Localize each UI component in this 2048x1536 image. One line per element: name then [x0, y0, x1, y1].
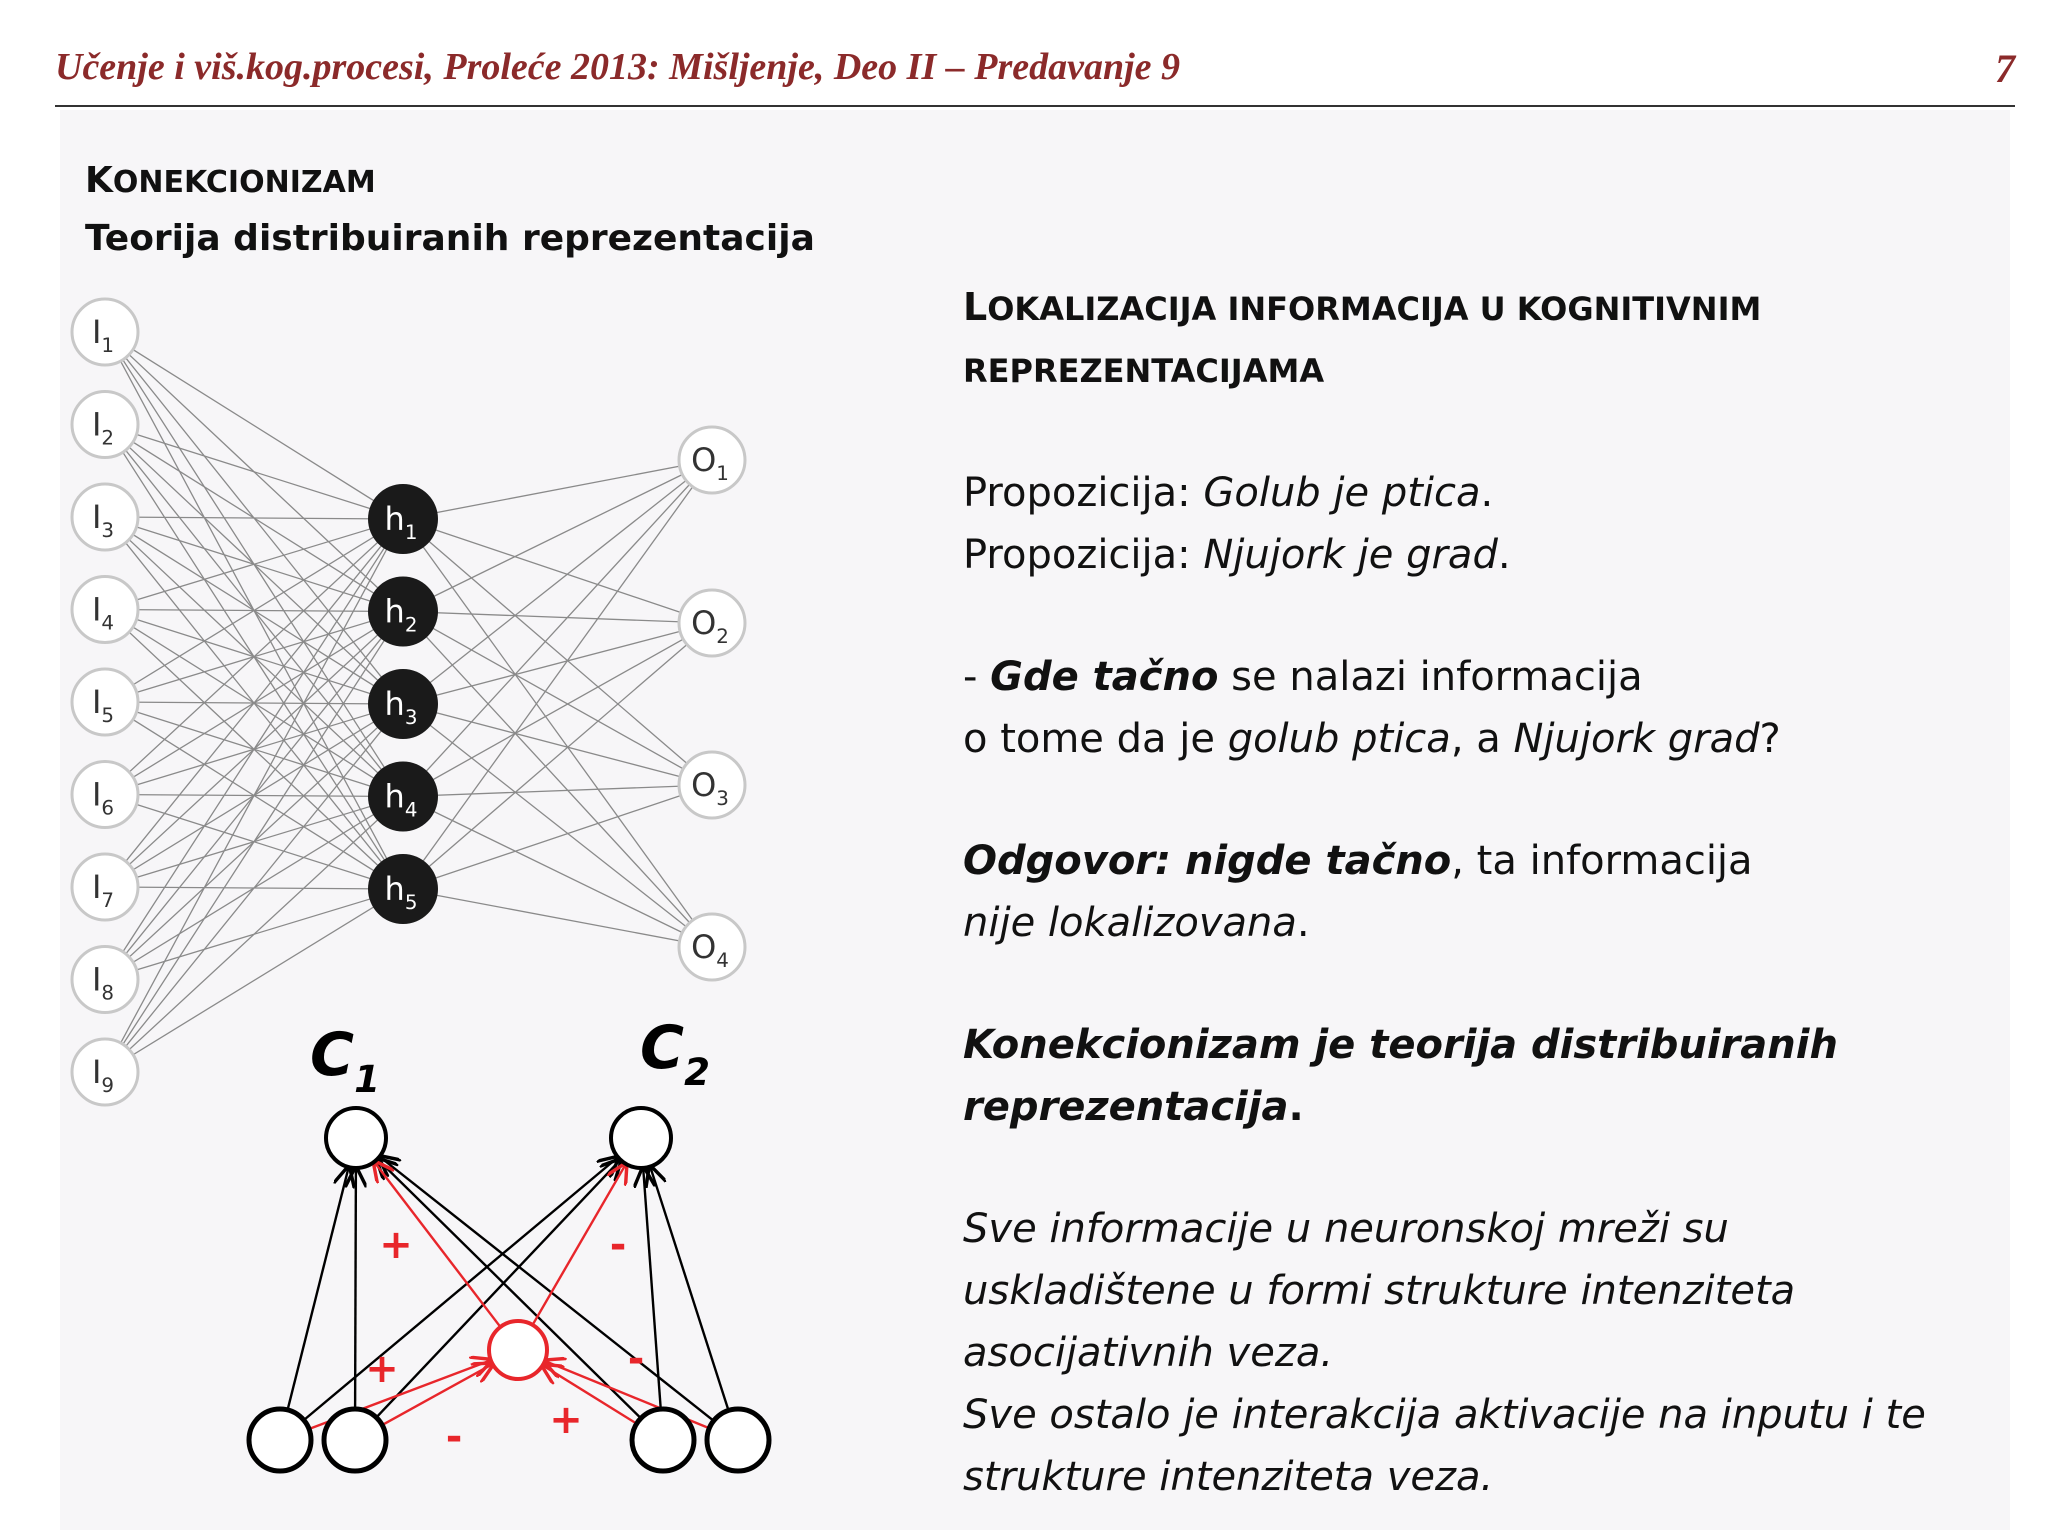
- section-subtitle: Teorija distribuiranih reprezentacija: [85, 218, 815, 259]
- summary-line-3: asocijativnih veza.: [963, 1330, 1334, 1376]
- proposition-1-end: .: [1480, 470, 1494, 516]
- cnet-input-node: [249, 1409, 311, 1471]
- hidden-output-link: [403, 612, 712, 624]
- answer-2-end: .: [1296, 900, 1310, 946]
- hidden-node-label: $h_3$: [384, 685, 418, 729]
- right-text-column: [963, 276, 2023, 1508]
- section-title-first-letter: K: [85, 160, 113, 201]
- output-node-label: $O_1$: [691, 441, 729, 485]
- input-hidden-link: [105, 889, 403, 1072]
- proposition-2-text: Njujork je grad: [1203, 532, 1498, 578]
- hidden-node-label: $h_2$: [384, 592, 418, 637]
- question-2-c: ?: [1759, 716, 1781, 762]
- summary-line-2: uskladištene u formi strukture intenziteta: [963, 1268, 1796, 1314]
- conclusion-2-end: .: [1288, 1084, 1304, 1130]
- hidden-output-link: [403, 797, 712, 948]
- input-node-label: $I_2$: [91, 405, 115, 450]
- summary-line-1: Sve informacije u neuronskoj mreži su: [963, 1206, 1729, 1252]
- output-node-label: $O_4$: [691, 928, 729, 972]
- input-to-c1-arrow: [355, 1168, 356, 1409]
- proposition-2-label: Propozicija:: [963, 532, 1204, 578]
- hidden-output-link: [403, 612, 712, 948]
- header-title: Učenje i viš.kog.procesi, Proleće 2013: Mišljenje, Deo II – Predavanje 9: [55, 46, 1181, 88]
- c1-label: $C_1$: [310, 1020, 380, 1101]
- question-2-a: o tome da je: [963, 716, 1228, 762]
- question-2-italic-1: golub ptica: [1227, 716, 1451, 762]
- hidden-output-link: [403, 612, 712, 786]
- input-node-label: $I_8$: [91, 960, 115, 1005]
- proposition-1: [963, 462, 2023, 524]
- proposition-1-text: Golub je ptica: [1203, 470, 1481, 516]
- input-hidden-link: [105, 519, 403, 795]
- input-node-label: $I_6$: [91, 775, 115, 820]
- page-number: 7: [1995, 46, 2015, 91]
- input-node-label: $I_4$: [91, 590, 115, 635]
- cnet-connections: [288, 1157, 729, 1429]
- minus-sign: -: [627, 1336, 645, 1382]
- hidden-output-link: [403, 519, 712, 947]
- cnet-input-node: [707, 1409, 769, 1471]
- minus-sign: -: [445, 1414, 463, 1460]
- proposition-1-label: Propozicija:: [963, 470, 1204, 516]
- input-node-label: $I_7$: [91, 868, 115, 912]
- hidden-output-link: [403, 623, 712, 797]
- input-to-c2-arrow: [376, 1160, 620, 1418]
- c2-node: [611, 1108, 671, 1168]
- summary-line-4: Sve ostalo je interakcija aktivacije na inputu i te: [963, 1392, 1926, 1438]
- question-rest: se nalazi informacija: [1218, 654, 1643, 700]
- summary-line-5: strukture intenziteta veza.: [963, 1454, 1494, 1500]
- question-emphasis: Gde tačno: [990, 654, 1219, 700]
- conclusion-1-text: Konekcionizam je teorija distribuiranih: [963, 1022, 1838, 1068]
- plus-sign: +: [379, 1222, 413, 1268]
- question-dash: -: [963, 654, 991, 700]
- conclusion-2-text: reprezentacija: [963, 1084, 1289, 1130]
- output-node-label: $O_3$: [691, 766, 729, 810]
- input-node-label: $I_3$: [91, 498, 115, 542]
- hidden-output-link: [403, 460, 712, 704]
- hidden-output-link: [403, 460, 712, 889]
- answer-line-2: [963, 892, 2023, 954]
- answer-emphasis: Odgovor: nigde tačno: [963, 838, 1452, 884]
- input-to-c2-arrow: [650, 1167, 728, 1411]
- proposition-2-end: .: [1497, 532, 1511, 578]
- question-line-1: [963, 646, 2023, 708]
- input-hidden-link: [105, 332, 403, 519]
- input-hidden-link: [105, 519, 403, 980]
- output-node-label: $O_2$: [691, 604, 729, 648]
- input-node-label: $I_9$: [91, 1053, 115, 1097]
- input-hidden-link: [105, 519, 403, 610]
- section-title-rest: ONEKCIONIZAM: [112, 165, 376, 200]
- plus-sign: +: [549, 1397, 583, 1443]
- input-hidden-link: [105, 519, 403, 887]
- conclusion-line-1: [963, 1014, 2023, 1076]
- input-hidden-link: [105, 519, 403, 1072]
- input-hidden-link: [105, 519, 403, 702]
- input-to-c1-arrow: [288, 1167, 349, 1410]
- input-hidden-link: [105, 704, 403, 1072]
- answer-2-italic: nije lokalizovana: [963, 900, 1297, 946]
- question-line-2: [963, 708, 2023, 770]
- input-node-label: $I_5$: [91, 683, 115, 727]
- hidden-node-label: $h_4$: [384, 777, 418, 822]
- hidden-output-link: [403, 889, 712, 947]
- hidden-output-link: [403, 460, 712, 612]
- input-hidden-link: [105, 797, 403, 1073]
- hidden-output-link: [403, 519, 712, 623]
- answer-rest: , ta informacija: [1451, 838, 1753, 884]
- localization-heading-line2: REPREZENTACIJAMA: [963, 352, 1325, 390]
- conclusion-line-2: [963, 1076, 2023, 1138]
- hidden-output-link: [403, 785, 712, 797]
- question-2-italic-2: Njujork grad: [1513, 716, 1760, 762]
- localization-heading-rest: OKALIZACIJA INFORMACIJA U KOGNITIVNIM: [987, 290, 1762, 328]
- input-hidden-link: [105, 612, 403, 1073]
- hidden-node-label: $h_5$: [384, 870, 418, 914]
- proposition-2: [963, 524, 2023, 586]
- hidden-node-label: $h_1$: [384, 500, 418, 544]
- minus-sign: -: [609, 1222, 627, 1268]
- c1-node: [326, 1108, 386, 1168]
- hidden-output-link: [403, 785, 712, 889]
- plus-sign: +: [365, 1346, 399, 1392]
- localization-heading-first-letter: L: [963, 285, 988, 329]
- localization-heading-line1: [963, 276, 2023, 340]
- answer-line-1: [963, 830, 2023, 892]
- c2-label: $C_2$: [640, 1013, 710, 1094]
- input-hidden-link: [105, 425, 403, 520]
- input-node-label: $I_1$: [91, 313, 115, 357]
- cnet-input-node: [632, 1409, 694, 1471]
- question-2-b: , a: [1450, 716, 1514, 762]
- input-to-c1-arrow: [380, 1157, 714, 1421]
- cnet-input-node: [324, 1409, 386, 1471]
- hidden-red-node: [489, 1321, 547, 1379]
